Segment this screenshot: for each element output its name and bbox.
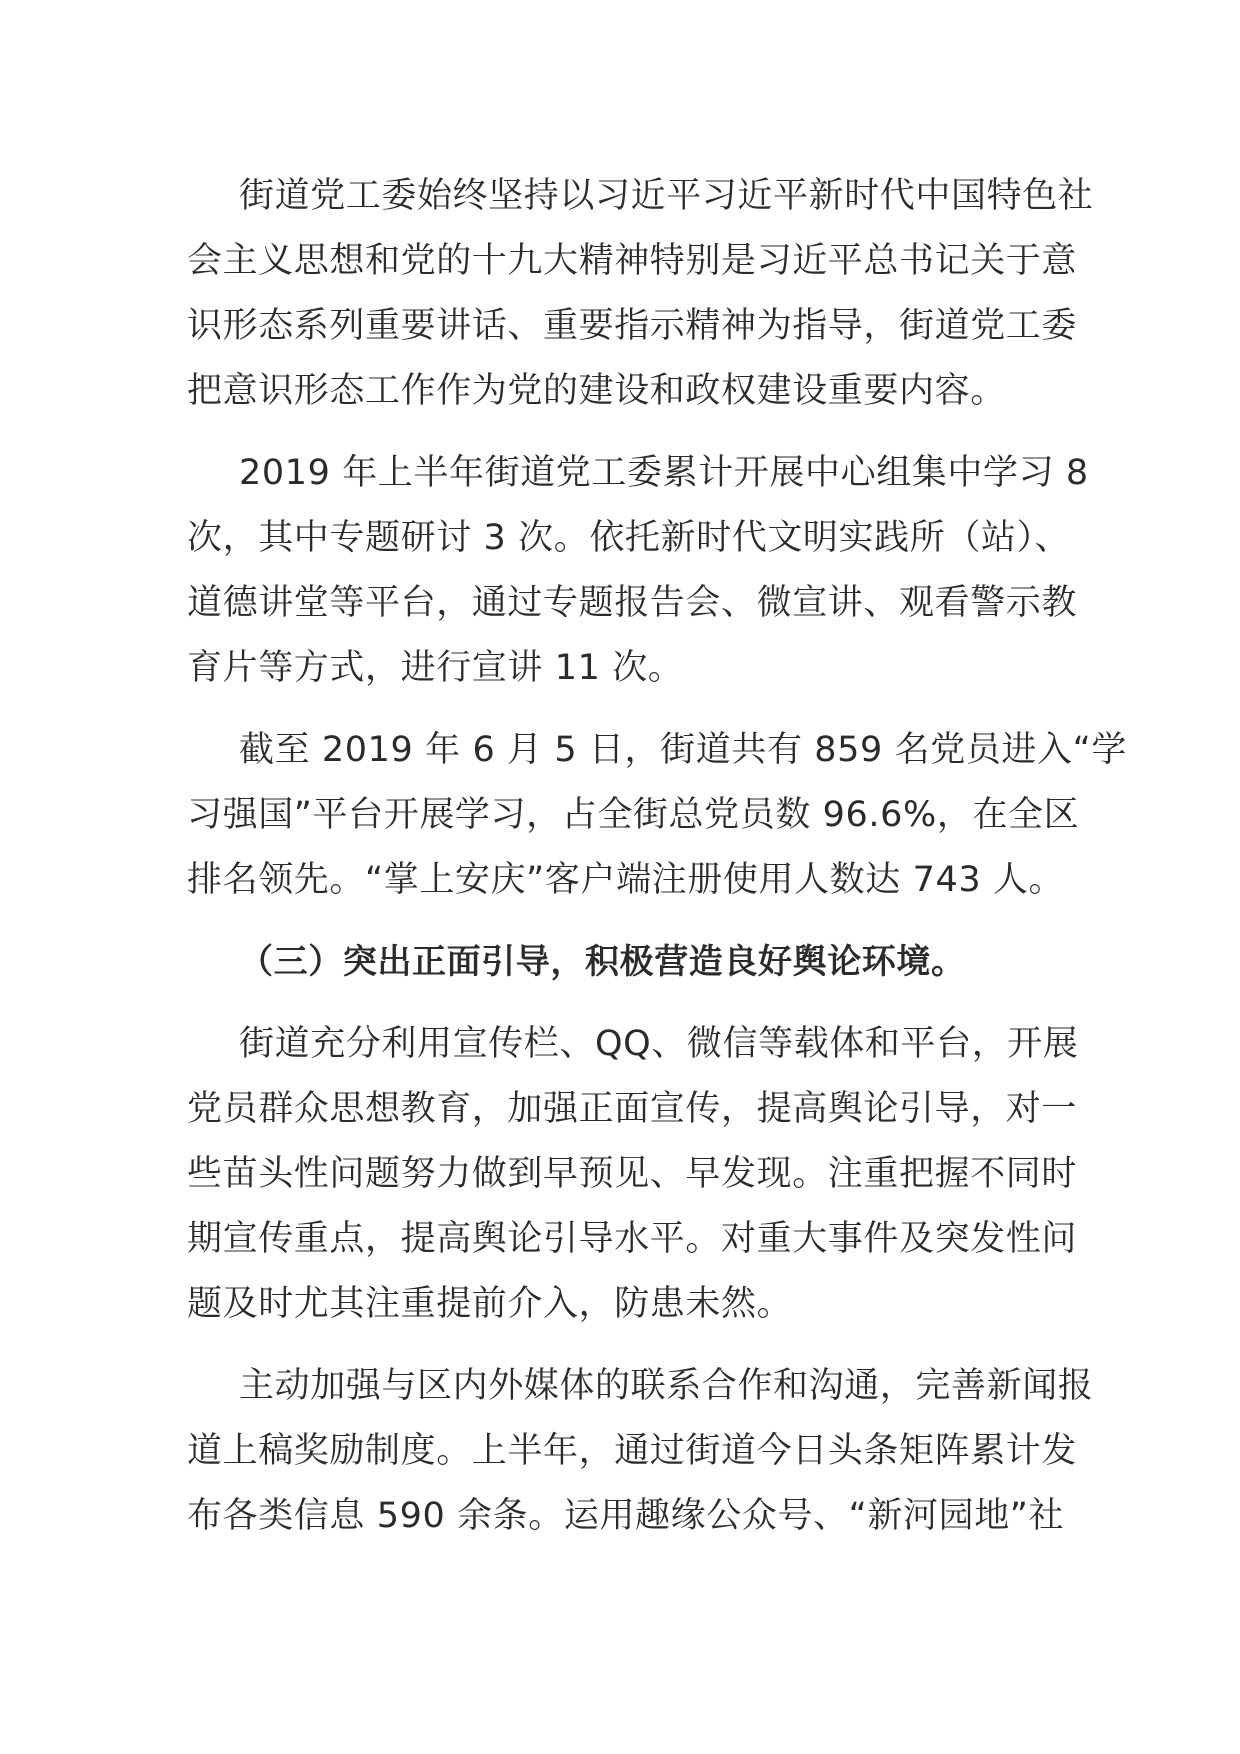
- paragraph-media-cooperation: [187, 1354, 1094, 1549]
- paragraph-ideology-guidance: [187, 164, 1094, 424]
- text-line: 期宣传重点，提高舆论引导水平。对重大事件及突发性问: [187, 1219, 1078, 1259]
- document-body: [187, 164, 1127, 1566]
- text-line: 次，其中专题研讨 3 次。依托新时代文明实践所（站）、: [187, 518, 1071, 558]
- paragraph-xuexi-qiangguo: [187, 718, 1127, 913]
- text-line: 育片等方式，进行宣讲 11 次。: [187, 648, 684, 688]
- paragraph-study-sessions: [187, 441, 1089, 701]
- paragraph-positive-publicity: [187, 1012, 1079, 1337]
- text-line: 道德讲堂等平台，通过专题报告会、微宣讲、观看警示教: [187, 583, 1078, 623]
- text-line: 布各类信息 590 余条。运用趣缘公众号、“新河园地”社: [187, 1496, 1065, 1536]
- text-line: 识形态系列重要讲话、重要指示精神为指导，街道党工委: [187, 306, 1078, 346]
- text-line: 道上稿奖励制度。上半年，通过街道今日头条矩阵累计发: [187, 1431, 1078, 1471]
- section-heading: （三）突出正面引导，积极营造良好舆论环境。: [239, 942, 966, 982]
- text-line: 习强国”平台开展学习，占全街总党员数 96.6%，在全区: [187, 795, 1080, 835]
- text-line: 主动加强与区内外媒体的联系合作和沟通，完善新闻报: [239, 1366, 1094, 1406]
- text-line: 排名领先。“掌上安庆”客户端注册使用人数达 743 人。: [187, 860, 1065, 900]
- text-line: 2019 年上半年街道党工委累计开展中心组集中学习 8: [239, 453, 1089, 493]
- text-line: 些苗头性问题努力做到早预见、早发现。注重把握不同时: [187, 1154, 1078, 1194]
- text-line: 街道党工委始终坚持以习近平习近平新时代中国特色社: [239, 176, 1094, 216]
- text-line: 题及时尤其注重提前介入，防患未然。: [187, 1284, 793, 1324]
- text-line: 截至 2019 年 6 月 5 日，街道共有 859 名党员进入“学: [239, 730, 1127, 770]
- text-line: 把意识形态工作作为党的建设和政权建设重要内容。: [187, 371, 1006, 411]
- text-line: 党员群众思想教育，加强正面宣传，提高舆论引导，对一: [187, 1089, 1078, 1129]
- text-line: 街道充分利用宣传栏、QQ、微信等载体和平台，开展: [239, 1024, 1079, 1064]
- text-line: 会主义思想和党的十九大精神特别是习近平总书记关于意: [187, 241, 1078, 281]
